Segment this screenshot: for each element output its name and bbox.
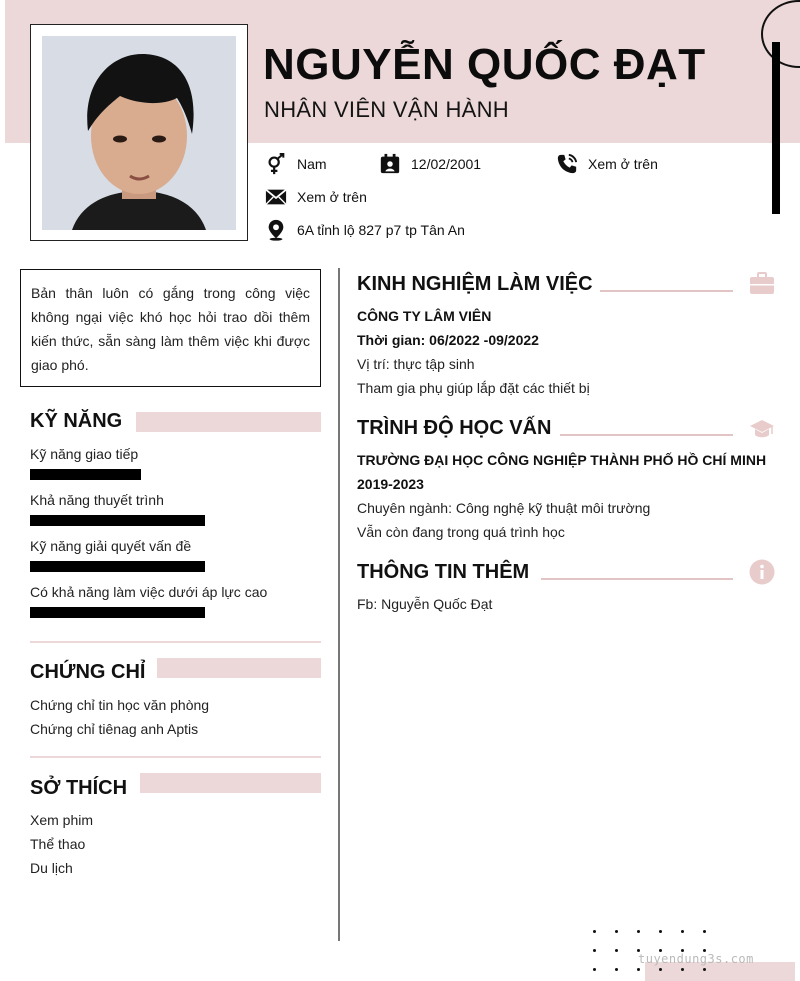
education-years: 2019-2023 [357, 476, 424, 492]
email-text: Xem ở trên [297, 189, 367, 205]
decorative-dot [593, 949, 596, 952]
experience-description: Tham gia phụ giúp lắp đặt các thiết bị [357, 380, 590, 396]
briefcase-icon [749, 271, 775, 297]
hobby-item: Thể thao [30, 836, 86, 852]
certificate-item: Chứng chỉ tiênag anh Aptis [30, 721, 199, 737]
hobby-item: Du lịch [30, 860, 73, 876]
skill-label: Khả năng thuyết trình [30, 492, 164, 508]
phone-info [556, 153, 658, 175]
phone-icon [556, 153, 578, 175]
decorative-bar [772, 42, 780, 214]
envelope-icon [265, 186, 287, 208]
decorative-dot [593, 968, 596, 971]
address-info [265, 219, 465, 241]
phone-text: Xem ở trên [588, 156, 658, 172]
certificates-title: CHỨNG CHỈ [30, 661, 155, 684]
info-icon [749, 559, 775, 585]
education-title: TRÌNH ĐỘ HỌC VẤN [357, 417, 552, 439]
divider [30, 641, 321, 643]
decorative-dot [593, 930, 596, 933]
email-info [265, 186, 367, 208]
hobbies-title-band [140, 773, 321, 793]
skill-label: Kỹ năng giao tiếp [30, 446, 139, 462]
extra-info-title-line [541, 578, 733, 580]
certificates-title-band [157, 658, 321, 678]
decorative-dot [615, 968, 618, 971]
hobbies-title: SỞ THÍCH [30, 777, 137, 800]
gender-info [265, 153, 327, 175]
gender-icon [265, 153, 287, 175]
calendar-icon [379, 153, 401, 175]
experience-time: Thời gian: 06/2022 -09/2022 [357, 332, 539, 348]
skills-title: KỸ NĂNG [30, 410, 132, 433]
summary-box: Bản thân luôn có gắng trong công việc không ngại việc khó học hỏi trao dồi thêm kiến thức, sẵn sàng làm thêm việc khi được giao phó. [20, 269, 321, 387]
candidate-name: NGUYỄN QUỐC ĐẠT [263, 40, 706, 89]
education-status: Vẫn còn đang trong quá trình học [357, 524, 565, 540]
extra-info-title: THÔNG TIN THÊM [357, 561, 530, 583]
divider [30, 756, 321, 758]
experience-title: KINH NGHIỆM LÀM VIỆC [357, 273, 593, 295]
education-major: Chuyên ngành: Công nghệ kỹ thuật môi trường [357, 500, 651, 516]
skills-title-band [136, 412, 321, 432]
skill-bar [30, 607, 205, 618]
certificate-item: Chứng chỉ tin học văn phòng [30, 697, 210, 713]
skill-bar [30, 515, 205, 526]
facebook-text: Fb: Nguyễn Quốc Đạt [357, 596, 493, 612]
profile-photo [42, 36, 236, 230]
decorative-dot [615, 930, 618, 933]
decorative-dot [703, 968, 706, 971]
location-pin-icon [265, 219, 287, 241]
skill-bar [30, 469, 141, 480]
address-text: 6A tỉnh lộ 827 p7 tp Tân An [297, 222, 465, 238]
education-title-line [560, 434, 733, 436]
experience-title-line [600, 290, 733, 292]
decorative-dot [637, 930, 640, 933]
experience-role: Vị trí: thực tập sinh [357, 356, 475, 372]
experience-company: CÔNG TY LÂM VIÊN [357, 308, 492, 324]
decorative-dot [703, 930, 706, 933]
decorative-dot [681, 968, 684, 971]
decorative-dot [637, 968, 640, 971]
gender-text: Nam [297, 156, 327, 172]
skill-label: Có khả năng làm việc dưới áp lực cao [30, 584, 268, 600]
skill-label: Kỹ năng giải quyết vấn đề [30, 538, 192, 554]
decorative-dot [681, 930, 684, 933]
birthdate-text: 12/02/2001 [411, 156, 482, 172]
decorative-dot [659, 968, 662, 971]
candidate-position: NHÂN VIÊN VẬN HÀNH [264, 97, 509, 122]
birthdate-info [379, 153, 481, 175]
decorative-dot [659, 930, 662, 933]
skill-bar [30, 561, 205, 572]
graduation-cap-icon [749, 416, 775, 442]
decorative-dot [615, 949, 618, 952]
watermark: tuyendung3s.com [638, 952, 754, 966]
hobby-item: Xem phim [30, 812, 94, 828]
column-divider [338, 268, 340, 941]
education-school: TRƯỜNG ĐẠI HỌC CÔNG NGHIỆP THÀNH PHỐ HỒ CHÍ MINH [357, 452, 767, 468]
